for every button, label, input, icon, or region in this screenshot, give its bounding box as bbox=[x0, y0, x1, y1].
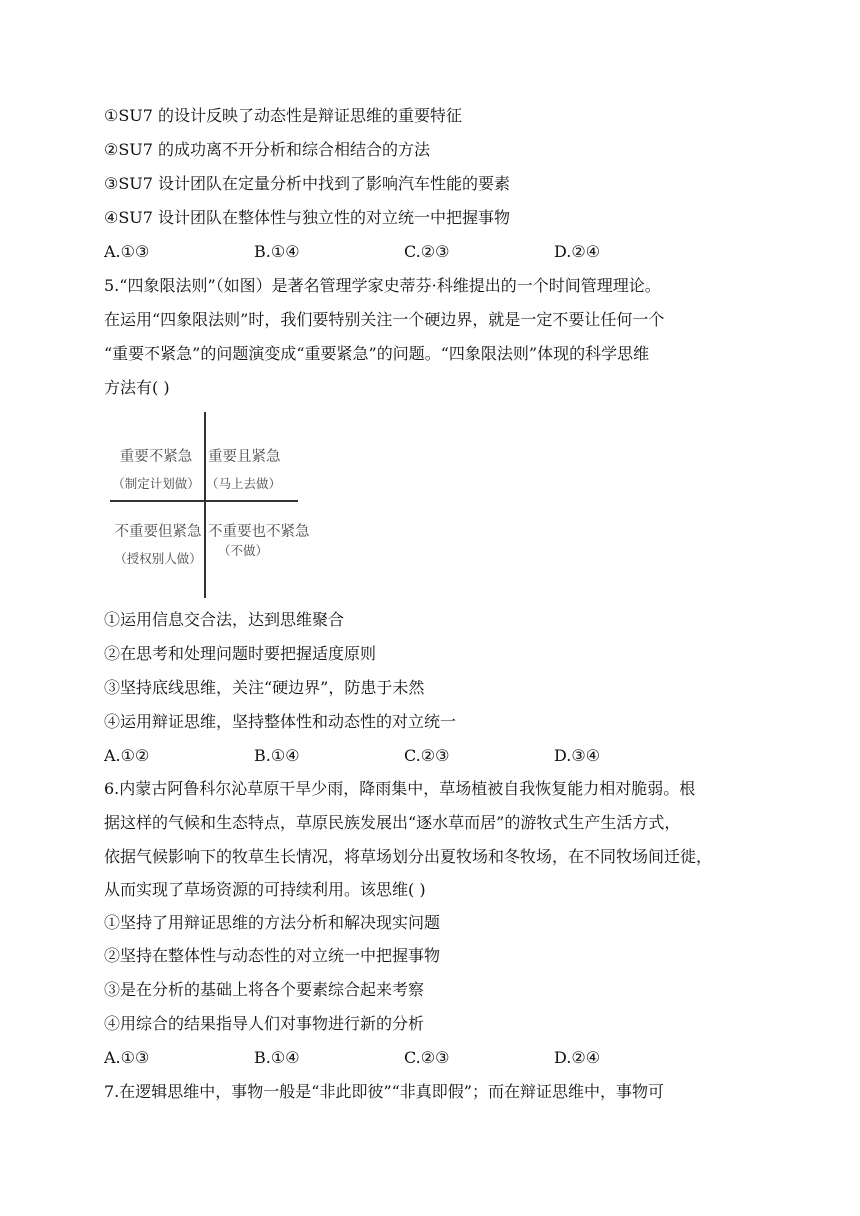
option-d: D.③④ bbox=[554, 746, 601, 765]
quadrant-label: 重要不紧急 bbox=[119, 449, 193, 465]
statement-3: ③SU7 设计团队在定量分析中找到了影响汽车性能的要素 bbox=[104, 174, 511, 193]
q6-statement-2: ②坚持在整体性与动态性的对立统一中把握事物 bbox=[104, 946, 441, 965]
statement-4: ④SU7 设计团队在整体性与独立性的对立统一中把握事物 bbox=[104, 208, 511, 227]
option-c: C.②③ bbox=[404, 1048, 450, 1067]
question-5-line-3: “重要不紧急”的问题演变成“重要紧急”的问题。“四象限法则”体现的科学思维 bbox=[104, 344, 650, 363]
option-a: A.①③ bbox=[104, 1048, 150, 1067]
q6-answer-options bbox=[104, 1048, 764, 1070]
q6-statement-3: ③是在分析的基础上将各个要素综合起来考察 bbox=[104, 980, 425, 999]
question-5-line-1: 5.“四象限法则”（如图）是著名管理学家史蒂芬·科维提出的一个时间管理理论。 bbox=[104, 276, 661, 295]
quadrant-top-right bbox=[208, 448, 304, 492]
question-6-line-4: 从而实现了草场资源的可持续利用。该思维( ) bbox=[104, 880, 426, 899]
quadrant-bottom-left bbox=[112, 523, 204, 567]
quadrant-note: （制定计划做） bbox=[112, 476, 200, 491]
question-5-line-4: 方法有( ) bbox=[104, 378, 170, 397]
quadrant-note: （授权别人做） bbox=[114, 551, 202, 566]
vertical-axis bbox=[204, 412, 206, 598]
quadrant-note: （马上去做） bbox=[206, 476, 282, 491]
quadrant-top-left bbox=[112, 448, 200, 492]
option-a: A.①② bbox=[104, 746, 150, 765]
option-c: C.②③ bbox=[404, 746, 450, 765]
option-d: D.②④ bbox=[554, 1048, 601, 1067]
q5-statement-2: ②在思考和处理问题时要把握适度原则 bbox=[104, 644, 377, 663]
quadrant-label: 不重要也不紧急 bbox=[208, 524, 310, 540]
q6-statement-4: ④用综合的结果指导人们对事物进行新的分析 bbox=[104, 1014, 425, 1033]
quadrant-label: 不重要但紧急 bbox=[114, 524, 202, 540]
q6-statement-1: ①坚持了用辩证思维的方法分析和解决现实问题 bbox=[104, 913, 441, 932]
quadrant-note: （不做） bbox=[218, 543, 269, 558]
option-a: A.①③ bbox=[104, 242, 150, 261]
question-7-line-1: 7.在逻辑思维中，事物一般是“非此即彼”“非真即假”；而在辩证思维中，事物可 bbox=[104, 1082, 664, 1101]
q5-statement-3: ③坚持底线思维，关注“硬边界”，防患于未然 bbox=[104, 678, 425, 697]
four-quadrant-figure bbox=[110, 412, 310, 598]
statement-2: ②SU7 的成功离不开分析和综合相结合的方法 bbox=[104, 140, 431, 159]
option-d: D.②④ bbox=[554, 242, 601, 261]
quadrant-label: 重要且紧急 bbox=[208, 449, 281, 465]
horizontal-axis bbox=[110, 500, 298, 502]
option-b: B.①④ bbox=[254, 242, 300, 261]
question-6-line-1: 6.内蒙古阿鲁科尔沁草原干旱少雨，降雨集中，草场植被自我恢复能力相对脆弱。根 bbox=[104, 779, 696, 798]
statement-1: ①SU7 的设计反映了动态性是辩证思维的重要特征 bbox=[104, 106, 463, 125]
answer-options bbox=[104, 242, 764, 264]
question-6-line-3: 依据气候影响下的牧草生长情况，将草场划分出夏牧场和冬牧场，在不同牧场间迁徙， bbox=[104, 847, 713, 866]
question-6-line-2: 据这样的气候和生态特点，草原民族发展出“逐水草而居”的游牧式生产生活方式， bbox=[104, 813, 681, 832]
q5-answer-options bbox=[104, 746, 764, 768]
option-b: B.①④ bbox=[254, 1048, 300, 1067]
q5-statement-4: ④运用辩证思维，坚持整体性和动态性的对立统一 bbox=[104, 712, 457, 731]
quadrant-bottom-right bbox=[208, 523, 318, 559]
option-c: C.②③ bbox=[404, 242, 450, 261]
option-b: B.①④ bbox=[254, 746, 300, 765]
question-5-line-2: 在运用“四象限法则”时，我们要特别关注一个硬边界，就是一定不要让任何一个 bbox=[104, 310, 665, 329]
q5-statement-1: ①运用信息交合法，达到思维聚合 bbox=[104, 610, 345, 629]
